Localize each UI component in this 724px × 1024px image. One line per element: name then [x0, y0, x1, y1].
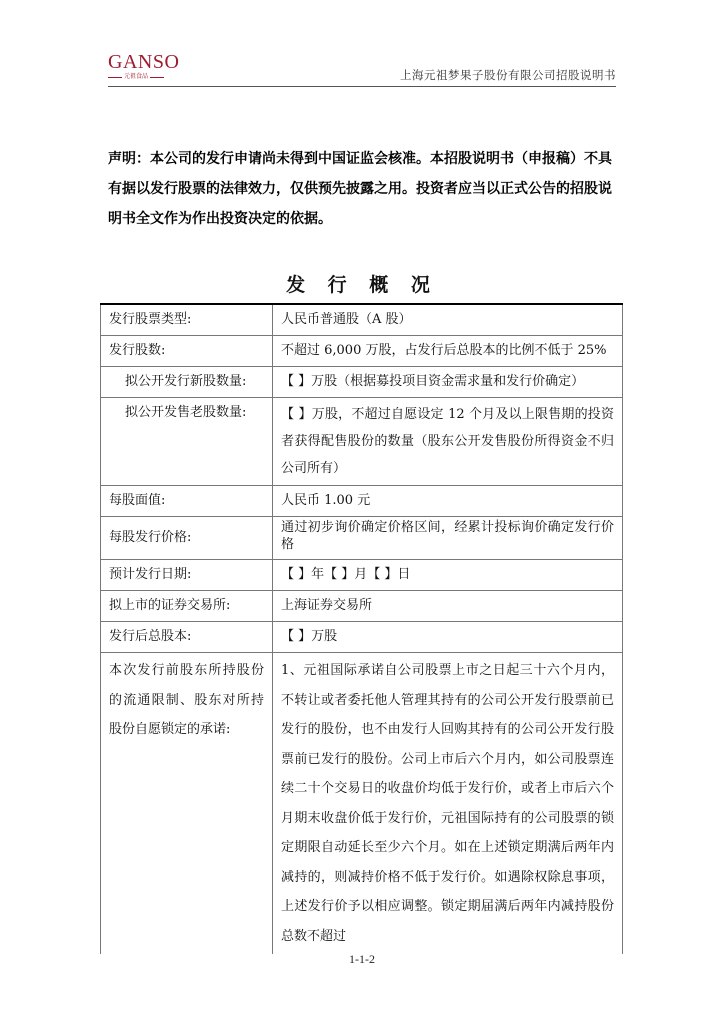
- table-row: [101, 591, 623, 622]
- table-row: [101, 367, 623, 398]
- table-row: [101, 622, 623, 653]
- row-value: 通过初步询价确定价格区间，经累计投标询价确定发行价格: [273, 517, 623, 560]
- table-row: [101, 304, 623, 336]
- row-value: 上海证券交易所: [273, 591, 623, 622]
- row-label: 拟公开发售老股数量:: [101, 398, 273, 486]
- row-label: 拟上市的证券交易所:: [101, 591, 273, 622]
- row-value: 不超过 6,000 万股，占发行后总股本的比例不低于 25%: [273, 336, 623, 367]
- page-number: 1-1-2: [349, 952, 375, 966]
- table-row: [101, 517, 623, 560]
- row-value: 【 】年【 】月【 】日: [273, 560, 623, 591]
- row-label: 预计发行日期:: [101, 560, 273, 591]
- row-value: 【 】万股，不超过自愿设定 12 个月及以上限售期的投资者获得配售股份的数量（股东公开发售股份所得资金不归公司所有）: [273, 398, 623, 486]
- row-label: 每股面值:: [101, 486, 273, 517]
- row-label: 发行后总股本:: [101, 622, 273, 653]
- row-value: 【 】万股: [273, 622, 623, 653]
- header-rule: [108, 86, 616, 87]
- logo-divider-left: [108, 77, 122, 78]
- offering-overview-table: [100, 303, 623, 954]
- declaration-statement: 声明：本公司的发行申请尚未得到中国证监会核准。本招股说明书（申报稿）不具有据以发行股票的法律效力，仅供预先披露之用。投资者应当以正式公告的招股说明书全文作为作出投资决定的依据。: [108, 151, 612, 227]
- row-label: 发行股数:: [101, 336, 273, 367]
- row-value: 人民币 1.00 元: [273, 486, 623, 517]
- table-row: [101, 336, 623, 367]
- logo-divider-right: [150, 77, 164, 78]
- row-label: 拟公开发行新股数量:: [101, 367, 273, 398]
- logo-wordmark: GANSO: [108, 51, 180, 73]
- table-row: [101, 560, 623, 591]
- logo-subtitle-text: 元祖食品: [124, 73, 149, 80]
- row-label: 发行股票类型:: [101, 304, 273, 336]
- row-label: 本次发行前股东所持股份的流通限制、股东对所持股份自愿锁定的承诺:: [101, 653, 273, 955]
- company-logo: [108, 52, 188, 84]
- table-row: [101, 398, 623, 486]
- table-row: [101, 653, 623, 955]
- row-value: 人民币普通股（A 股）: [273, 304, 623, 336]
- document-header-title: 上海元祖梦果子股份有限公司招股说明书: [400, 68, 616, 82]
- logo-subtitle: [108, 73, 188, 81]
- row-value: 【 】万股（根据募投项目资金需求量和发行价确定）: [273, 367, 623, 398]
- section-title: 发 行 概 况: [286, 274, 438, 296]
- row-value: 1、元祖国际承诺自公司股票上市之日起三十六个月内，不转让或者委托他人管理其持有的公司公开发行股票前已发行的股份，也不由发行人回购其持有的公司公开发行股票前已发行的股份。公司上市后六个月内，如公司股票连续二十个交易日的收盘价均低于发行价，或者上市后六个月期末收盘价低于发行价，元祖国际持有的公司股票的锁定期限自动延长至少六个月。如在上述锁定期满后两年内减持的，则减持价格不低于发行价。如遇除权除息事项，上述发行价予以相应调整。锁定期届满后两年内减持股份总数不超过: [273, 653, 623, 955]
- row-label: 每股发行价格:: [101, 517, 273, 560]
- table-row: [101, 486, 623, 517]
